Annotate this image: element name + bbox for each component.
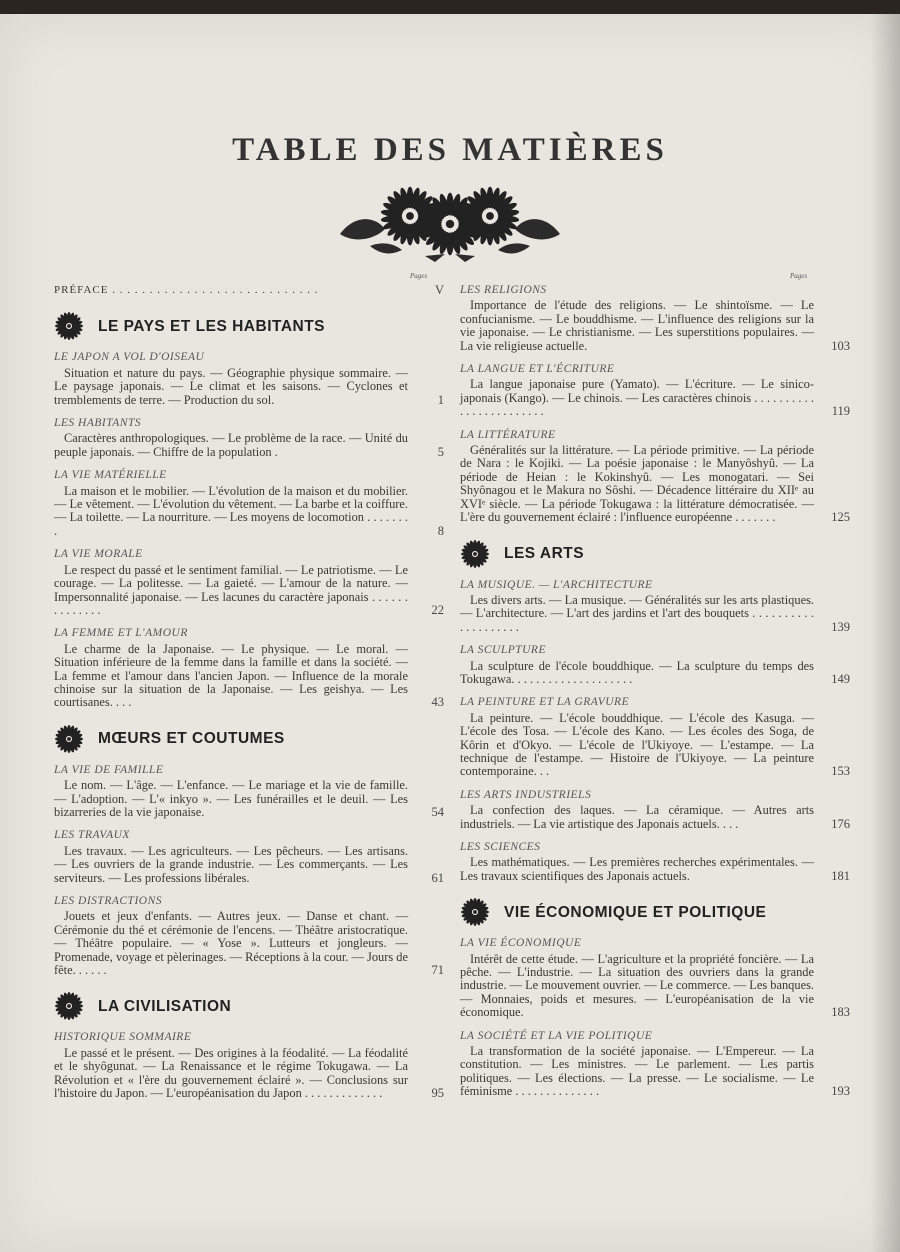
chrysanthemum-icon [460, 539, 490, 569]
entry-heading: LES SCIENCES [460, 841, 541, 853]
entry-text: Importance de l'étude des religions. — Le shintoïsme. — Le confucianisme. — Le bouddhisme. — L'influence des religions sur la vie japonaise. — Le christianisme. — Les superstitions populaires. — La vie religieuse actuelle. [460, 298, 814, 353]
page-number: 103 [831, 338, 850, 353]
page-number: 153 [831, 764, 850, 779]
entry-text: Les divers arts. — La musique. — Généralités sur les arts plastiques. — L'architecture. — L'art des jardins et l'art des bouquets . . . . . . . . . . . . . . . . . . . . [460, 592, 814, 634]
pages-label-left: Pages [410, 272, 428, 280]
page-number: 8 [437, 523, 444, 538]
entry-text: Jouets et jeux d'enfants. — Autres jeux. — Danse et chant. — Cérémonie du thé et cérémonie de l'encens. — Théâtre aristocratique. — Théâtre populaire. — « Yose ». Lutteurs et jongleurs. — Promenade, voyage et pèlerinages. — Réceptions à la cour. — Jours de fête. . . . . . [54, 909, 408, 978]
entry-heading: LA VIE MORALE [54, 548, 143, 561]
entry-text: Généralités sur la littérature. — La période primitive. — La période de Nara : le Kojiki. — La poésie japonaise : le Manyôshyû. — La période de Heian : le Kokinshyû. — Les monogatari. — Sei Shyônagou et le Makura no Sôshi. — Décadence littéraire du XIIᵉ au XVIᵉ siècle. — La période Tokugawa : la littérature démocratisée. — L'ère du gouvernement éclairé : l'influence européenne . . . . . . . [460, 443, 814, 525]
entry-text: Situation et nature du pays. — Géographie physique sommaire. — Le paysage japonais. — Le climat et les saisons. — Cyclones et tremblements de terre. — Production du sol. [54, 365, 408, 407]
toc-entry-la-sculpture[interactable] [460, 644, 850, 686]
entry-heading: LES TRAVAUX [54, 829, 130, 842]
page-number: 22 [431, 602, 444, 617]
section-m-urs-et-coutumes [54, 724, 444, 754]
entry-heading: LES ARTS INDUSTRIELS [460, 788, 592, 801]
entry-text: La confection des laques. — La céramique. — Autres arts industriels. — La vie artistique des Japonais actuels. . . . [460, 803, 814, 831]
pages-label-right: Pages [790, 272, 808, 280]
page-number: 149 [831, 671, 850, 686]
entry-text: Caractères anthropologiques. — Le problème de la race. — Unité du peuple japonais. — Chiffre de la population . [54, 431, 408, 459]
entry-heading: LA VIE ÉCONOMIQUE [460, 937, 582, 950]
entry-text: La sculpture de l'école bouddhique. — La sculpture du temps des Tokugawa. . . . . . . . . . . . . . . . . . . . [460, 658, 814, 686]
toc-entry-les-arts-industriels[interactable] [460, 789, 850, 831]
preface-label: PRÉFACE [54, 284, 109, 296]
page-number: 5 [437, 444, 444, 459]
toc-entry-la-femme-et-l-amour[interactable] [54, 627, 444, 709]
toc-entry-la-vie-morale[interactable] [54, 548, 444, 617]
entry-heading: LA LITTÉRATURE [460, 428, 556, 441]
toc-entry-les-habitants[interactable] [54, 417, 444, 459]
page-number: 183 [831, 1005, 850, 1020]
entry-heading: HISTORIQUE SOMMAIRE [54, 1031, 192, 1044]
page-number: 139 [831, 619, 850, 634]
entry-text: La transformation de la société japonaise. — L'Empereur. — La constitution. — Les ministres. — Le parlement. — Les partis politiques. — Les élections. — La presse. — Le socialisme. — Le féminisme . . . . . . . . . . . . . . [460, 1044, 814, 1099]
page-title: TABLE DES MATIÈRES [232, 132, 668, 168]
entry-heading: LA VIE DE FAMILLE [54, 763, 164, 776]
right-column [460, 284, 850, 1109]
entry-heading: LA SCULPTURE [460, 644, 546, 657]
section-title: MŒURS ET COUTUMES [98, 730, 285, 748]
toc-entry-la-litterature[interactable] [460, 429, 850, 525]
toc-entry-les-travaux[interactable] [54, 829, 444, 885]
toc-entry-la-vie-economique[interactable] [460, 937, 850, 1019]
toc-entry-les-distractions[interactable] [54, 895, 444, 977]
entry-text: La maison et le mobilier. — L'évolution de la maison et du mobilier. — Le vêtement. — L'évolution du vêtement. — La barbe et la coiffure. — La toilette. — La nourriture. — Les moyens de locomotion . . . . . . . . [54, 483, 408, 538]
entry-heading: LES DISTRACTIONS [54, 895, 162, 907]
section-le-pays-et-les-habitants [54, 311, 444, 341]
toc-entry-les-religions[interactable] [460, 284, 850, 353]
entry-text: Les mathématiques. — Les premières recherches expérimentales. — Les travaux scientifiques des Japonais actuels. [460, 855, 814, 883]
entry-heading: LA PEINTURE ET LA GRAVURE [460, 696, 630, 709]
entry-text: La langue japonaise pure (Yamato). — L'écriture. — Le sinico-japonais (Kango). — Le chinois. — Les caractères chinois . . . . . . . . . . . . . . . . . . . . . . . . [460, 377, 814, 419]
page-number: 193 [831, 1084, 850, 1099]
section-title: LA CIVILISATION [98, 997, 232, 1015]
section-la-civilisation [54, 991, 444, 1021]
toc-entry-la-societe-et-la-vie-politique[interactable] [460, 1030, 850, 1099]
page-number: 119 [831, 404, 850, 419]
entry-heading: LE JAPON A VOL D'OISEAU [54, 351, 205, 364]
section-title: LES ARTS [504, 544, 585, 562]
toc-entry-les-sciences[interactable] [460, 841, 850, 883]
entry-heading: LA VIE MATÉRIELLE [54, 469, 167, 482]
entry-text: Le passé et le présent. — Des origines à la féodalité. — La féodalité et le shyôgunat. — La Renaissance et le régime Tokugawa. — La Révolution et « l'ère du gouvernement éclairé ». — Conclusions sur l'histoire du Japon. — L'européanisation du Japon . . . . . . . . . . . . . [54, 1045, 408, 1101]
toc-entry-la-musique-l-architecture[interactable] [460, 579, 850, 635]
entry-heading: LA MUSIQUE. — L'ARCHITECTURE [460, 578, 653, 591]
chrysanthemum-ornament-icon [330, 184, 570, 264]
section-title: VIE ÉCONOMIQUE ET POLITIQUE [504, 903, 767, 921]
section-vie-economique-et-politique [460, 897, 850, 927]
page-number: 54 [431, 804, 444, 819]
chrysanthemum-icon [54, 991, 84, 1021]
entry-text: La peinture. — L'école bouddhique. — L'école des Kasuga. — L'école des Tosa. — L'école des Kano. — Les écoles des Soga, de Kôrin et d'Okyo. — L'école de l'Ukiyoye. — L'estampe. — La technique de l'estampe. — Histoire de l'Ukiyoye. — La peinture contemporaine. . . [460, 710, 814, 779]
entry-text: Le respect du passé et le sentiment familial. — Le patriotisme. — Le courage. — La politesse. — La gaieté. — L'amour de la nature. — Impersonnalité japonaise. — Les lacunes du caractère japonais . . . . . . . . . . . . . . [54, 562, 408, 617]
entry-text: Intérêt de cette étude. — L'agriculture et la propriété foncière. — La pêche. — L'industrie. — La situation des ouvriers dans la grande industrie. — Le mouvement ouvrier. — Le commerce. — Les banques. — Monnaies, poids et mesures. — L'européanisation de la vie économique. [460, 951, 814, 1020]
page-number: 43 [431, 695, 444, 710]
entry-heading: LA SOCIÉTÉ ET LA VIE POLITIQUE [460, 1029, 653, 1042]
page-number: 61 [431, 870, 444, 885]
toc-entry-la-vie-materielle[interactable] [54, 469, 444, 538]
preface-page: V [434, 283, 444, 297]
page-number: 125 [831, 510, 850, 525]
toc-entry-la-vie-de-famille[interactable] [54, 764, 444, 820]
toc-entry-historique-sommaire[interactable] [54, 1031, 444, 1100]
book-page [0, 14, 900, 1252]
page-number: 71 [431, 963, 444, 978]
page-number: 176 [831, 816, 850, 831]
entry-text: Les travaux. — Les agriculteurs. — Les pêcheurs. — Les artisans. — Les ouvriers de la grande industrie. — Les commerçants. — Les serviteurs. — Les professions libérales. [54, 843, 408, 885]
entry-heading: LES HABITANTS [54, 417, 142, 430]
toc-entry-la-peinture-et-la-gravure[interactable] [460, 696, 850, 778]
page-number: 1 [437, 392, 444, 407]
toc-entry-le-japon-a-vol-d-oiseau[interactable] [54, 351, 444, 407]
section-title: LE PAYS ET LES HABITANTS [98, 317, 326, 335]
entry-heading: LES RELIGIONS [460, 284, 547, 296]
entry-text: Le charme de la Japonaise. — Le physique. — Le moral. — Situation inférieure de la femme dans la famille et dans la société. — La femme et l'amour dans l'ancien Japon. — Influence de la morale chinoise sur la situation de la Japonaise. — Les geishya. — Les courtisanes. . . . [54, 641, 408, 710]
entry-heading: LA FEMME ET L'AMOUR [54, 627, 188, 640]
chrysanthemum-icon [460, 897, 490, 927]
entry-text: Le nom. — L'âge. — L'enfance. — Le mariage et la vie de famille. — L'adoption. — L'« inkyo ». — Les funérailles et le deuil. — Les bizarreries de la vie japonaise. [54, 778, 408, 819]
chrysanthemum-icon [54, 724, 84, 754]
left-column [54, 284, 444, 1110]
toc-entry-la-langue-et-l-ecriture[interactable] [460, 363, 850, 419]
page-number: 95 [431, 1086, 444, 1101]
page-number: 181 [831, 868, 850, 883]
chrysanthemum-icon [54, 311, 84, 341]
section-les-arts [460, 539, 850, 569]
entry-heading: LA LANGUE ET L'ÉCRITURE [460, 363, 615, 376]
preface-entry[interactable]: PRÉFACE . . . . . . . . . . . . . . . . . . . . . . . . . . . . V [54, 283, 444, 297]
